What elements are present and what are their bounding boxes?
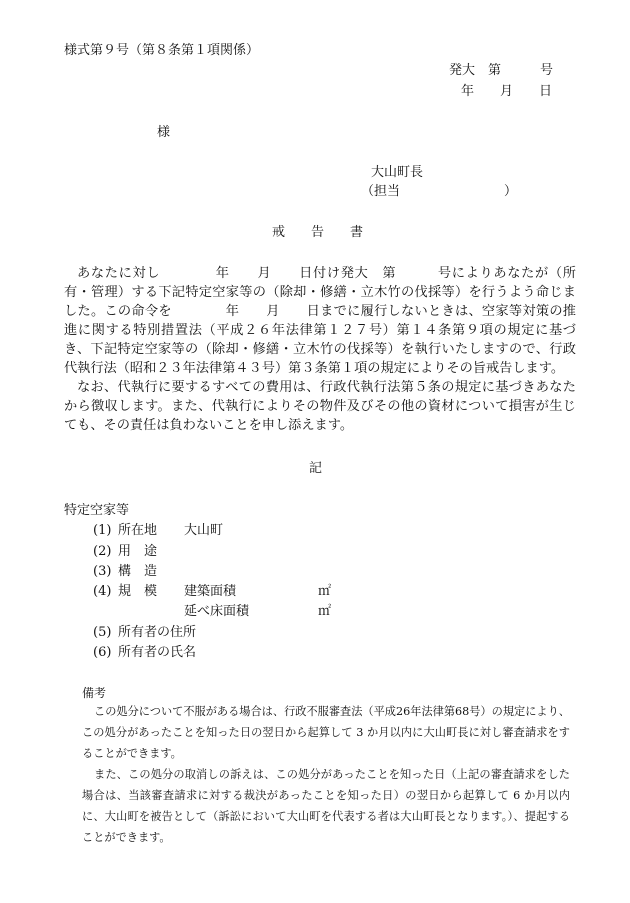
item-number: (2) [93,544,112,559]
document-number: 発大 第 号 [449,63,554,78]
item-number: (6) [93,645,112,660]
item-label-structure: 構 造 [118,564,158,579]
remarks-paragraph-2: また、この処分の取消しの訴えは、この処分があったことを知った日（上記の審査請求をした場合は、当該審査請求に対する裁決があったことを知った日）の翌日から起算して 6 か月以内に、大山町を被告として（訴訟において大山町を代表する者は大山町長となります。）、提起することができます。 [82,768,570,844]
building-area-label: 建築面積 [184,584,237,599]
item-label-scale: 規 模 [118,584,158,599]
body-text [64,264,576,435]
remarks-heading: 備考 [82,686,107,700]
remarks-text [82,701,570,848]
building-area-unit: ㎡ [318,584,332,599]
item-label-location: 所在地 [118,523,158,538]
item-value-location: 大山町 [184,523,224,538]
item-number: (5) [93,625,112,640]
item-label-owner-name: 所有者の氏名 [118,645,197,660]
ki-heading: 記 [309,461,323,476]
body-paragraph-2: なお、代執行に要するすべての費用は、行政代執行法第５条の規定に基づきあなたから徴収します。また、代執行によりその物件及びその他の資材について損害が生じても、その責任は負わないことを申し添えます。 [64,380,576,433]
item-number: (4) [93,584,112,599]
remarks-paragraph-1: この処分について不服がある場合は、行政不服審査法（平成26年法律第68号）の規定により、この処分があったことを知った日の翌日から起算して 3 か月以内に大山町長に対し審査請求をすることができます。 [82,705,570,760]
issue-date: 年 月 日 [461,84,553,99]
addressee-suffix: 様 [157,125,171,140]
property-heading: 特定空家等 [64,503,130,518]
form-label: 様式第９号（第８条第１項関係） [64,43,260,58]
floor-area-unit: ㎡ [318,604,332,619]
item-number: (1) [93,523,112,538]
sender-contact: （担当 ） [361,184,518,199]
item-number: (3) [93,564,112,579]
sender-title: 大山町長 [371,165,424,180]
item-label-use: 用 途 [118,544,158,559]
item-label-owner-address: 所有者の住所 [118,625,197,640]
floor-area-label: 延べ床面積 [184,604,250,619]
document-title: 戒 告 書 [272,225,364,240]
body-paragraph-1: あなたに対し 年 月 日付け発大 第 号によりあなたが（所有・管理）する下記特定空家等の（除却・修繕・立木竹の伐採等）を行うよう命じました。この命令を 年 月 日までに履行しないときは、空家等対策の推進に関する特別措置法（平成２６年法律第１２７号）第１４条第９項の規定に基づき、下記特定空家等の（除却・修繕・立木竹の伐採等）を執行いたしますので、行政代執行法（昭和２３年法律第４３号）第３条第１項の規定によりその旨戒告します。 [64,266,576,376]
